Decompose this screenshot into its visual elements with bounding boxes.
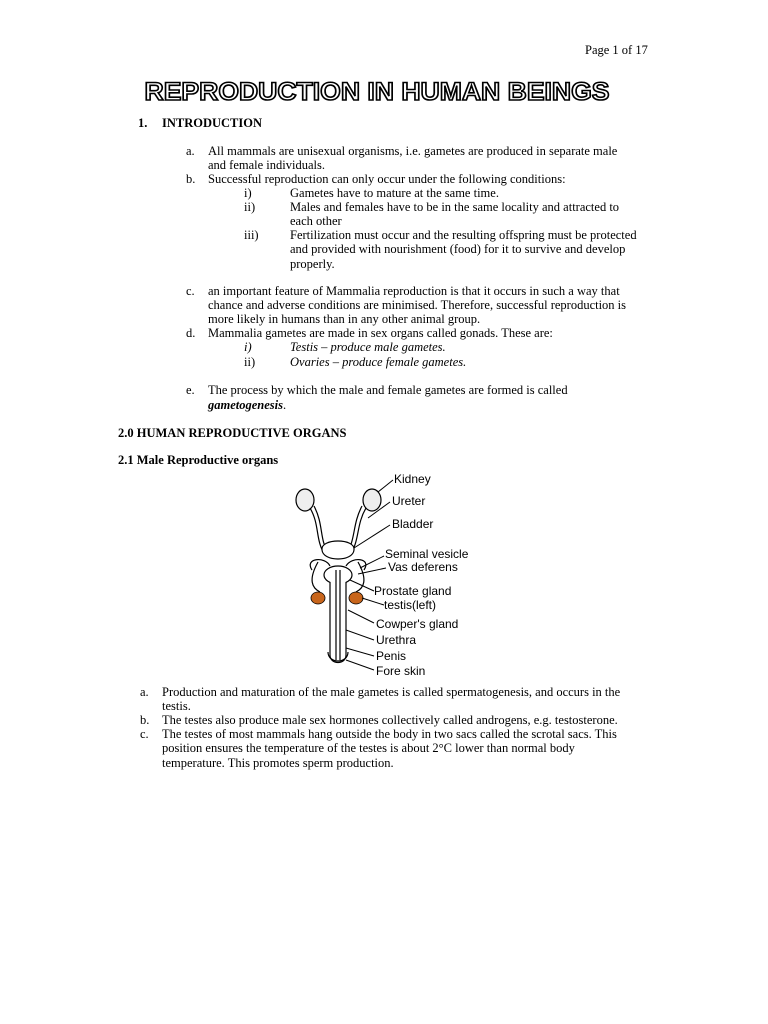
male-item-a-line: testis. [162, 699, 191, 713]
item-a-line: and female individuals. [208, 158, 325, 172]
item-e-term-line [208, 398, 286, 412]
bladder [322, 541, 354, 559]
label-penis: Penis [376, 649, 407, 663]
male-item-c-line: temperature. This promotes sperm production. [162, 756, 394, 770]
item-e-marker: e. [186, 383, 195, 397]
kidney-leader [378, 480, 393, 492]
prostate-leader [350, 580, 374, 591]
label-testis: testis(left) [384, 598, 437, 612]
item-e-period: . [283, 398, 287, 412]
male-reproductive-diagram [290, 470, 480, 680]
diagram-structure [296, 489, 381, 663]
item-b-ii-marker: ii) [244, 200, 256, 214]
item-b-line: Successful reproduction can only occur under the following conditions: [208, 172, 566, 186]
item-d-i-marker: i) [244, 340, 252, 354]
label-ureter: Ureter [392, 494, 426, 508]
label-fore-skin: Fore skin [376, 664, 426, 678]
item-c-marker: c. [186, 284, 195, 298]
male-item-b-line: The testes also produce male sex hormones collectively called androgens, e.g. testosterone. [162, 713, 618, 727]
section2-subheading: 2.1 Male Reproductive organs [118, 453, 279, 467]
left-vas-deferens [310, 560, 330, 570]
male-item-a-line: Production and maturation of the male gametes is called spermatogenesis, and occurs in the [162, 685, 621, 699]
item-d-ii-marker: ii) [244, 355, 256, 369]
item-b-i-text: Gametes have to mature at the same time. [290, 186, 499, 200]
penis-leader [346, 648, 374, 656]
item-e-line: The process by which the male and female gametes are formed is called [208, 383, 568, 397]
male-item-a-marker: a. [140, 685, 149, 699]
left-kidney [296, 489, 314, 511]
seminal-vesicle-leader [360, 556, 384, 568]
urethra-leader [346, 630, 374, 640]
male-item-c-line: position ensures the temperature of the testes is about 2°C lower than normal body [162, 741, 575, 755]
item-a-line: All mammals are unisexual organisms, i.e. gametes are produced in separate male [208, 144, 618, 158]
label-cowpers-gland: Cowper's gland [376, 617, 459, 631]
item-c-line: more likely in humans than in any other animal group. [208, 312, 481, 326]
item-d-marker: d. [186, 326, 196, 340]
page-number: Page 1 of 17 [585, 43, 648, 57]
item-e-term: gametogenesis [208, 398, 283, 412]
item-d-ii-text: Ovaries – produce female gametes. [290, 355, 467, 369]
item-c-line: chance and adverse conditions are minimised. Therefore, successful reproduction is [208, 298, 627, 312]
testis-leader [362, 598, 384, 605]
testis-left [311, 592, 325, 604]
male-item-c-marker: c. [140, 727, 149, 741]
item-b-iii-line: Fertilization must occur and the resulting offspring must be protected [290, 228, 637, 242]
item-d-line: Mammalia gametes are made in sex organs called gonads. These are: [208, 326, 553, 340]
bladder-leader [354, 525, 390, 548]
page-title [140, 70, 615, 110]
right-vas-deferens [346, 560, 366, 570]
item-b-iii-marker: iii) [244, 228, 259, 242]
section2-heading: 2.0 HUMAN REPRODUCTIVE ORGANS [118, 426, 347, 440]
left-seminal-vesicle [312, 562, 320, 592]
item-b-marker: b. [186, 172, 196, 186]
item-b-iii-line: and provided with nourishment (food) for it to survive and develop [290, 242, 626, 256]
section1-heading: INTRODUCTION [162, 116, 263, 130]
label-kidney: Kidney [394, 472, 431, 486]
foreskin-leader [346, 660, 374, 670]
label-seminal-vesicle: Seminal vesicle [385, 547, 469, 561]
item-b-iii-line: properly. [290, 257, 335, 271]
item-d-i-text: Testis – produce male gametes. [290, 340, 446, 354]
item-b-i-marker: i) [244, 186, 252, 200]
label-vas-deferens: Vas deferens [388, 560, 458, 574]
item-a-marker: a. [186, 144, 195, 158]
testis-right [349, 592, 363, 604]
male-item-c-line: The testes of most mammals hang outside the body in two sacs called the scrotal sacs. This [162, 727, 617, 741]
male-item-b-marker: b. [140, 713, 150, 727]
cowpers-leader [348, 610, 374, 623]
page-title-text: REPRODUCTION IN HUMAN BEINGS [144, 78, 610, 106]
item-c-line: an important feature of Mammalia reproduction is that it occurs in such a way that [208, 284, 620, 298]
label-urethra: Urethra [376, 633, 417, 647]
prostate-gland [324, 566, 352, 584]
item-b-ii-line: Males and females have to be in the same locality and attracted to [290, 200, 620, 214]
section1-number: 1. [138, 116, 148, 130]
label-bladder: Bladder [392, 517, 434, 531]
label-prostate-gland: Prostate gland [374, 584, 452, 598]
item-b-ii-line: each other [290, 214, 342, 228]
penis [330, 582, 346, 663]
